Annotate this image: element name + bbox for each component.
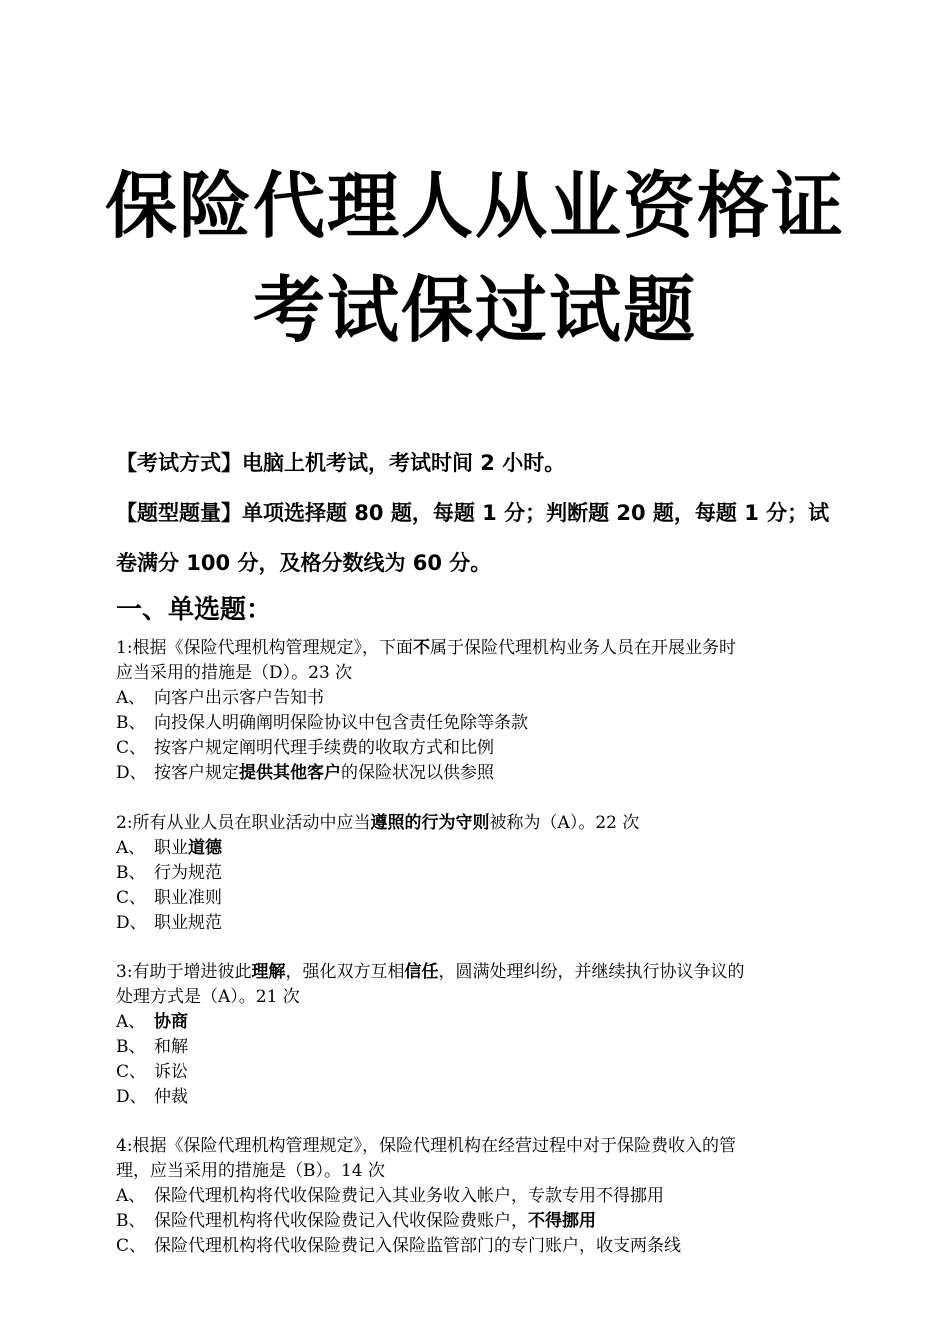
option-emphasis: 提供其他客户 (239, 763, 341, 783)
option-text: 向客户出示客户告知书 (154, 688, 324, 708)
question-3-line-1 (116, 960, 846, 984)
question-3-option-c (116, 1060, 188, 1084)
option-text: 保险代理机构将代收保险费记入其业务收入帐户，专款专用不得挪用 (154, 1186, 664, 1206)
question-3-option-b (116, 1035, 188, 1059)
option-label: A、 (116, 688, 146, 708)
question-2-option-d (116, 911, 222, 935)
question-text: 2:所有从业人员在职业活动中应当 (116, 813, 371, 833)
option-label: B、 (116, 1211, 146, 1231)
option-label: C、 (116, 1236, 147, 1256)
question-4-line-2: 理，应当采用的措施是（B）。14 次 (116, 1161, 386, 1181)
question-4-option-c (116, 1234, 681, 1258)
question-text: 属于保险代理机构业务人员在开展业务时 (430, 638, 737, 658)
question-1-option-a (116, 686, 324, 710)
option-label: D、 (116, 763, 147, 783)
exam-method-text: 【考试方式】电脑上机考试，考试时间 2 小时。 (116, 451, 566, 475)
option-text: 保险代理机构将代收保险费记入保险监管部门的专门账户，收支两条线 (154, 1236, 681, 1256)
question-text: 被称为（A）。22 次 (489, 813, 640, 833)
option-text: 按客户规定 (154, 763, 239, 783)
option-label: B、 (116, 713, 146, 733)
question-2-option-b (116, 861, 222, 885)
question-2-line-1 (116, 811, 846, 835)
option-text: 的保险状况以供参照 (341, 763, 494, 783)
question-emphasis: 信任 (404, 962, 439, 982)
option-text: 职业规范 (154, 913, 222, 933)
question-text: 1:根据《保险代理机构管理规定》，下面 (116, 638, 414, 658)
option-text: 保险代理机构将代收保险费记入代收保险费账户， (154, 1211, 528, 1231)
option-label: D、 (116, 1087, 147, 1107)
question-emphasis: 遵照的行为守则 (370, 813, 490, 833)
option-label: C、 (116, 888, 147, 908)
option-text: 职业准则 (154, 888, 222, 908)
document-title-line-1: 保险代理人从业资格证 (104, 164, 845, 248)
question-4-line-1: 4:根据《保险代理机构管理规定》，保险代理机构在经营过程中对于保险费收入的管 (116, 1136, 737, 1156)
question-emphasis: 理解 (251, 962, 286, 982)
question-text: 3:有助于增进彼此 (116, 962, 252, 982)
question-3-line-2: 处理方式是（A）。21 次 (116, 987, 300, 1007)
option-label: A、 (116, 1186, 146, 1206)
option-label: C、 (116, 738, 147, 758)
option-text: 向投保人明确阐明保险协议中包含责任免除等条款 (154, 713, 528, 733)
document-title-line-2: 考试保过试题 (252, 268, 697, 352)
option-label: A、 (116, 838, 146, 858)
option-emphasis: 道德 (188, 838, 222, 858)
option-text: 和解 (154, 1037, 188, 1057)
question-types-text-line-1: 【题型题量】单项选择题 80 题，每题 1 分；判断题 20 题，每题 1 分；试 (116, 501, 830, 525)
option-label: D、 (116, 913, 147, 933)
option-text: 按客户规定阐明代理手续费的收取方式和比例 (154, 738, 494, 758)
question-1-line-1 (116, 636, 846, 660)
question-1-line-2: 应当采用的措施是（D）。23 次 (116, 663, 353, 683)
question-2-option-c (116, 886, 222, 910)
option-label: C、 (116, 1062, 147, 1082)
question-2-option-a (116, 836, 222, 860)
question-types-text-line-2: 卷满分 100 分，及格分数线为 60 分。 (116, 551, 492, 575)
question-3-option-d (116, 1085, 188, 1109)
question-emphasis: 不 (413, 638, 431, 658)
option-label: A、 (116, 1012, 146, 1032)
option-emphasis: 协商 (154, 1012, 188, 1032)
question-1-option-b (116, 711, 528, 735)
question-text: ，圆满处理纠纷，并继续执行协议争议的 (438, 962, 745, 982)
option-text: 仲裁 (154, 1087, 188, 1107)
question-1-option-d (116, 761, 494, 785)
question-1-option-c (116, 736, 494, 760)
option-text: 职业 (154, 838, 188, 858)
option-text: 行为规范 (154, 863, 222, 883)
question-4-option-b (116, 1209, 596, 1233)
section-heading: 一、单选题： (116, 595, 273, 625)
option-label: B、 (116, 1037, 146, 1057)
question-3-option-a (116, 1010, 188, 1034)
question-4-option-a (116, 1184, 664, 1208)
question-text: ，强化双方互相 (285, 962, 405, 982)
option-emphasis: 不得挪用 (528, 1211, 596, 1231)
option-label: B、 (116, 863, 146, 883)
option-text: 诉讼 (154, 1062, 188, 1082)
